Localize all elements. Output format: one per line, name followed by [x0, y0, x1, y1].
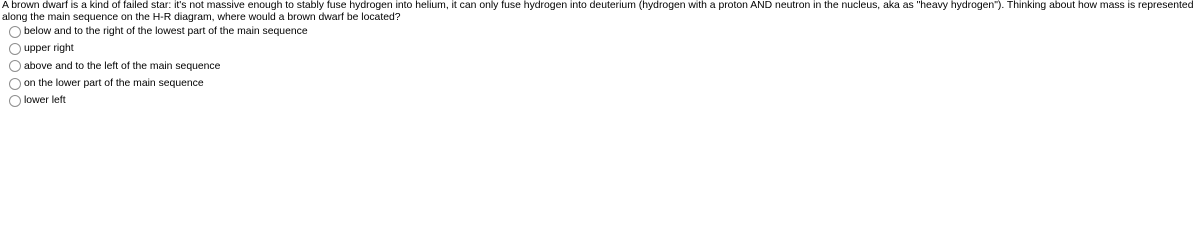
radio-button[interactable] — [9, 95, 21, 107]
radio-button[interactable] — [9, 78, 21, 90]
radio-button[interactable] — [9, 43, 21, 55]
answer-option[interactable] — [9, 75, 308, 92]
answer-option[interactable] — [9, 23, 308, 40]
radio-button[interactable] — [9, 26, 21, 38]
answer-option[interactable] — [9, 92, 308, 109]
answer-option-label: below and to the right of the lowest part of the main sequence — [24, 26, 308, 38]
radio-button[interactable] — [9, 60, 21, 72]
answer-option-label: above and to the left of the main sequence — [24, 60, 221, 72]
answer-option[interactable] — [9, 58, 308, 75]
question-text: A brown dwarf is a kind of failed star: it's not massive enough to stably fuse hydrogen into helium, it can only fuse hydrogen into deuterium (hydrogen with a proton AND neutron in the nucleus, aka as "heavy hydrogen"). Thinking about how mass is represented along the main sequence on the H-R diagram, where would a brown dwarf be located? — [2, 0, 1194, 23]
answer-options — [9, 23, 308, 109]
answer-option-label: upper right — [24, 43, 74, 55]
answer-option[interactable] — [9, 40, 308, 57]
answer-option-label: on the lower part of the main sequence — [24, 78, 204, 90]
answer-option-label: lower left — [24, 95, 66, 107]
